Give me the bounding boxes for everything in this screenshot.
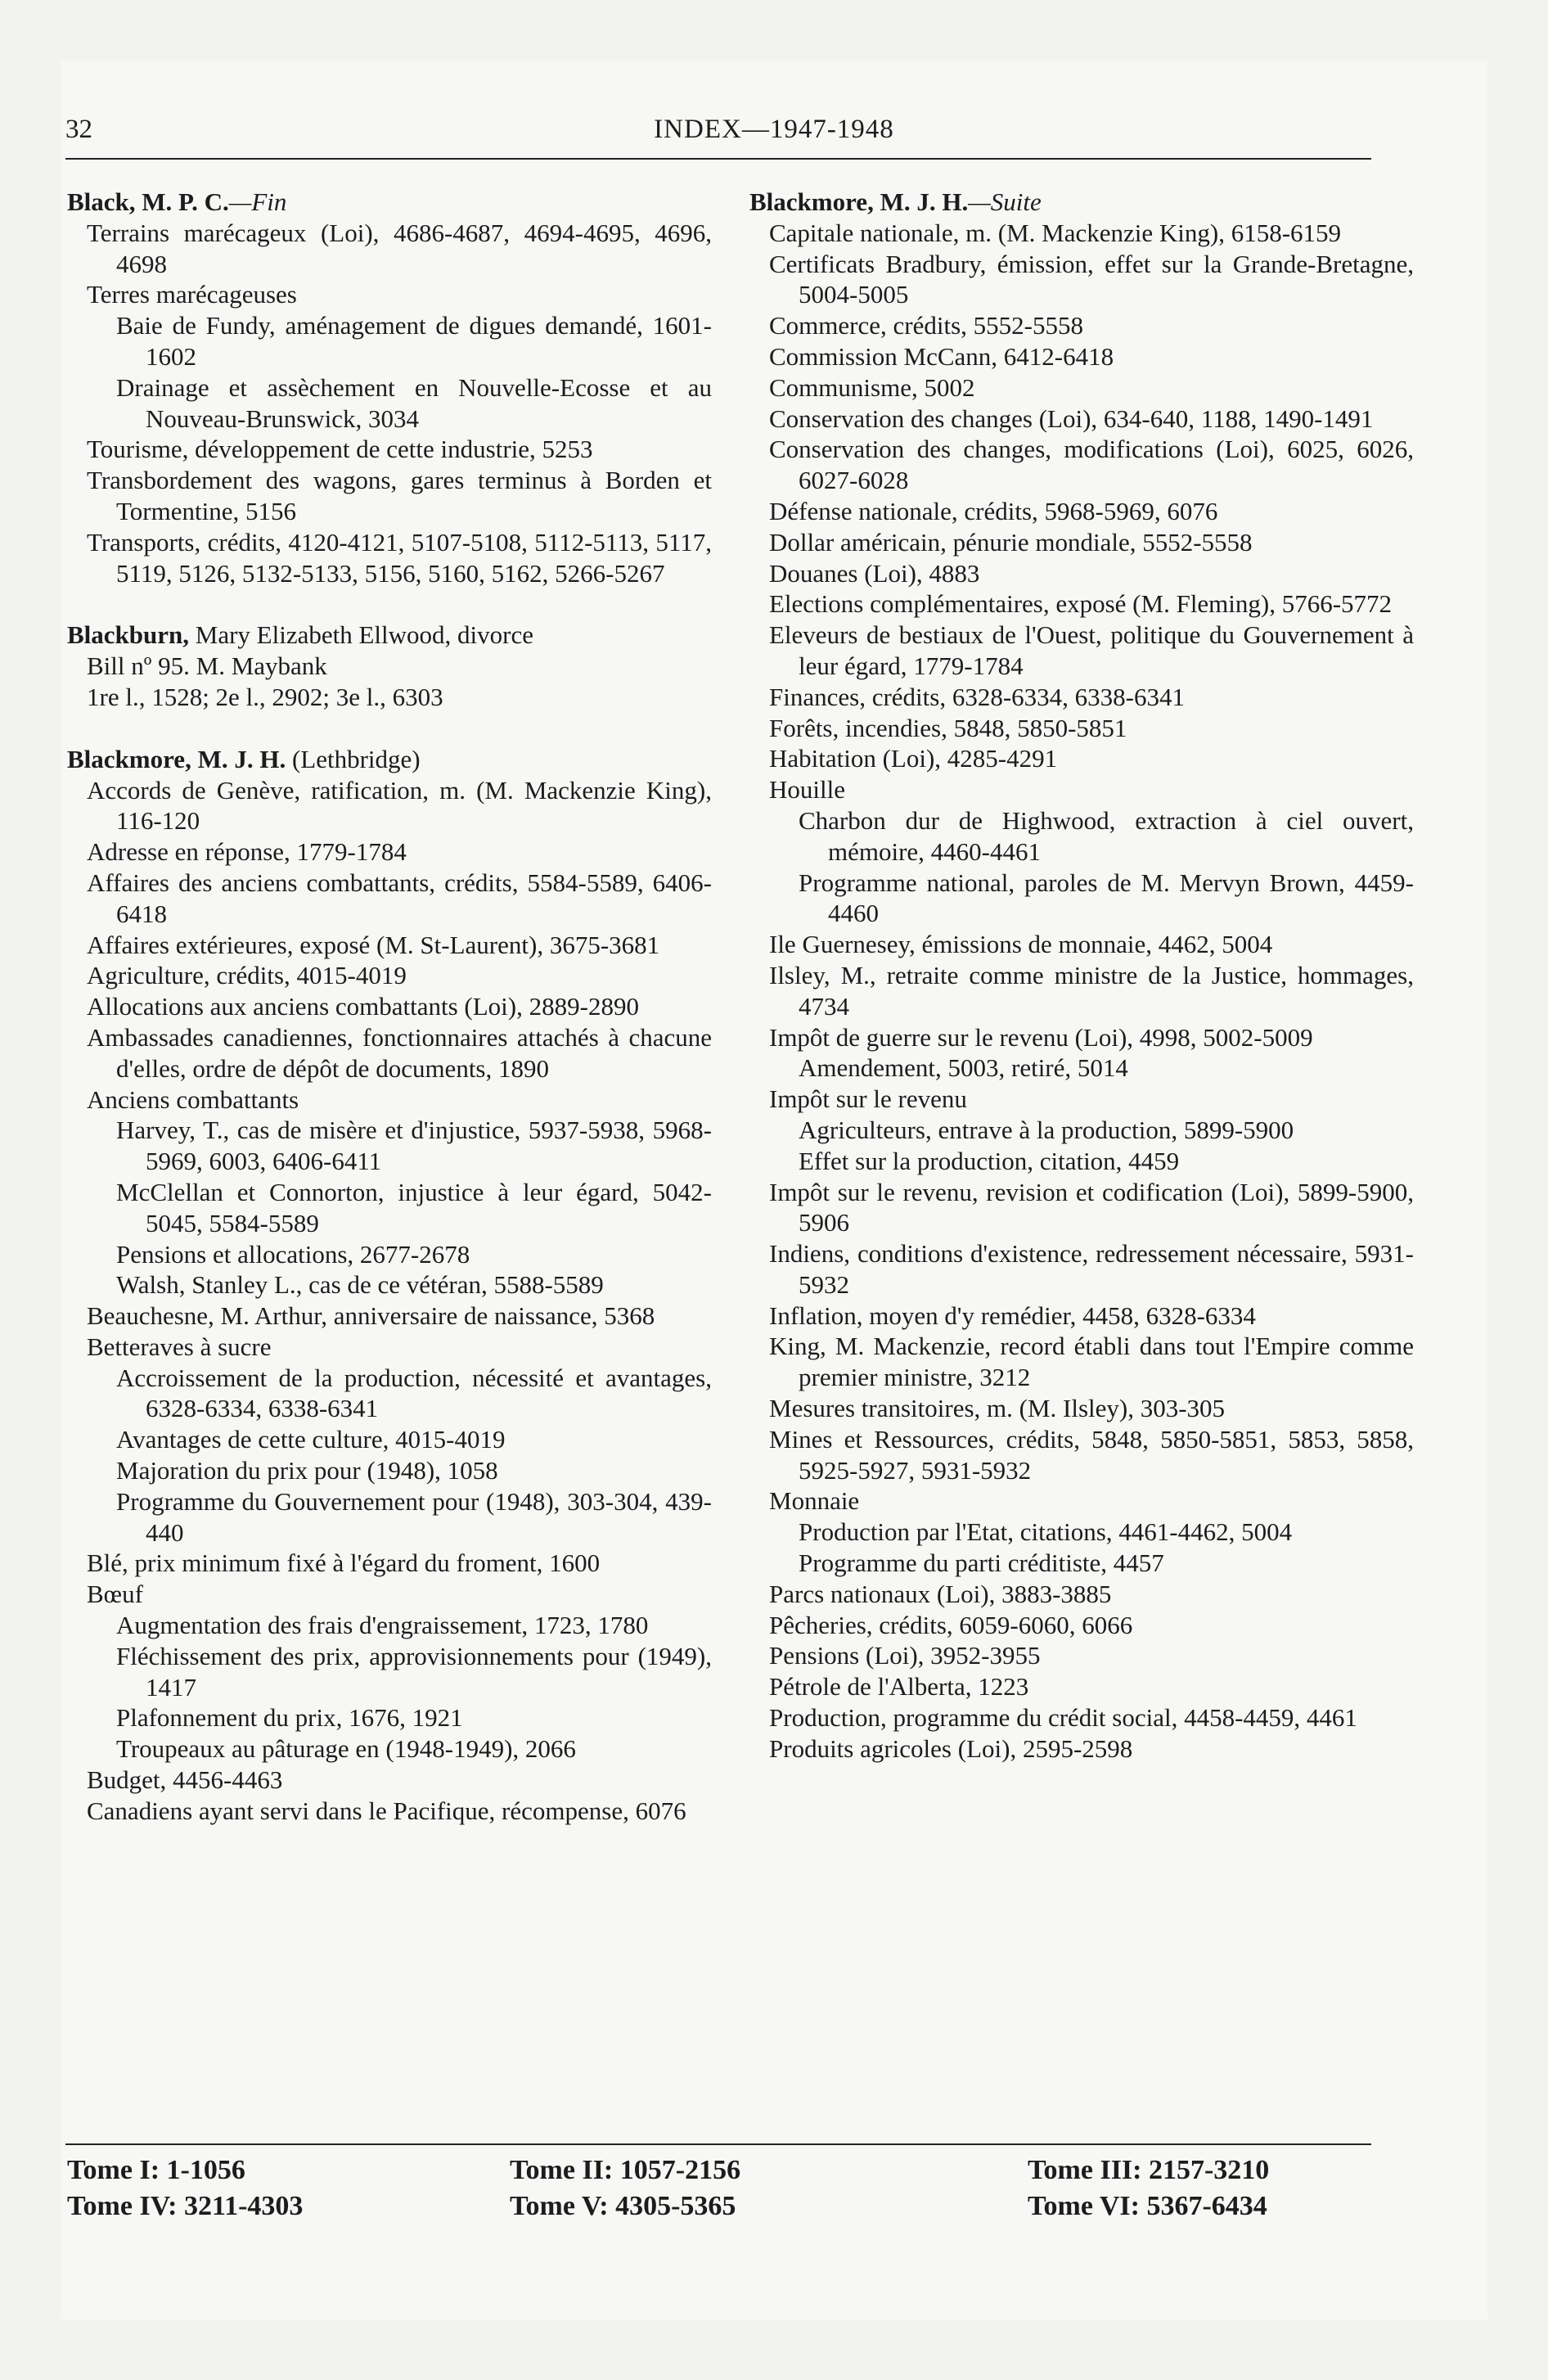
entry-gap [67, 713, 712, 744]
index-subentry: Transports, crédits, 4120-4121, 5107-5108, 5112-5113, 5117, 5119, 5126, 5132-5133, 5156, 5160, 5162, 5266-5267 [87, 527, 712, 588]
index-subsubentry: Drainage et assèchement en Nouvelle-Ecosse et au Nouveau-Brunswick, 3034 [116, 372, 712, 433]
heading-name: Blackburn, [67, 620, 190, 650]
running-title: INDEX—1947-1948 [654, 115, 894, 144]
page-number: 32 [65, 115, 92, 144]
index-heading [67, 187, 712, 218]
entry-gap [67, 588, 712, 620]
heading-name: Blackmore, M. J. H. [749, 187, 969, 216]
index-subentry: Affaires des anciens combattants, crédits, 5584-5589, 6406-6418 [87, 868, 712, 928]
index-subentry: Terres marécageuses [87, 280, 297, 309]
footer-tomes-middle [510, 2152, 740, 2224]
index-subsubentry: Programme du Gouvernement pour (1948), 303-304, 439-440 [116, 1486, 712, 1547]
tome-6: Tome VI: 5367-6434 [1028, 2191, 1267, 2221]
index-subentry: Bœuf [87, 1580, 143, 1609]
index-subsubentry: Programme du parti créditiste, 4457 [799, 1548, 1164, 1578]
heading-name: Black, M. P. C. [67, 187, 229, 216]
index-subentry: Affaires extérieures, exposé (M. St-Laurent), 3675-3681 [87, 930, 660, 959]
index-subentry: Inflation, moyen d'y remédier, 4458, 6328-6334 [769, 1300, 1256, 1330]
index-subentry: Elections complémentaires, exposé (M. Fleming), 5766-5772 [769, 589, 1393, 619]
index-subsubentry: Accroissement de la production, nécessité et avantages, 6328-6334, 6338-6341 [116, 1363, 712, 1423]
index-subentry: King, M. Mackenzie, record établi dans tout l'Empire comme premier ministre, 3212 [769, 1332, 1414, 1392]
index-subentry: Transbordement des wagons, gares terminus à Borden et Tormentine, 5156 [87, 466, 712, 525]
tome-3: Tome III: 2157-3210 [1028, 2155, 1270, 2185]
index-subsubentry: Amendement, 5003, retiré, 5014 [799, 1053, 1128, 1083]
tome-1: Tome I: 1-1056 [67, 2155, 245, 2185]
index-subentry: Forêts, incendies, 5848, 5850-5851 [769, 713, 1127, 742]
index-subentry: Tourisme, développement de cette industrie, 5253 [87, 435, 593, 464]
heading-name: Blackmore, M. J. H. [67, 744, 286, 773]
index-subentry: Terrains marécageux (Loi), 4686-4687, 4694-4695, 4696, 4698 [87, 218, 712, 278]
index-subentry: Produits agricoles (Loi), 2595-2598 [769, 1733, 1133, 1763]
index-subsubentry: Pensions et allocations, 2677-2678 [116, 1239, 470, 1269]
index-subentry: Habitation (Loi), 4285-4291 [769, 744, 1058, 773]
index-subsubentry: Production par l'Etat, citations, 4461-4462, 5004 [799, 1517, 1293, 1547]
footer-tomes-left [67, 2152, 303, 2224]
index-subsubentry: Charbon dur de Highwood, extraction à ciel ouvert, mémoire, 4460-4461 [799, 805, 1414, 866]
index-subentry: Parcs nationaux (Loi), 3883-3885 [769, 1579, 1112, 1608]
header-rule [65, 158, 1371, 160]
index-subentry: Impôt sur le revenu, revision et codification (Loi), 5899-5900, 5906 [769, 1177, 1414, 1237]
heading-suffix: —Suite [968, 187, 1042, 216]
index-subentry: Adresse en réponse, 1779-1784 [87, 837, 407, 867]
index-subsubentry: Fléchissement des prix, approvisionnements pour (1949), 1417 [116, 1641, 712, 1702]
index-subentry: Ilsley, M., retraite comme ministre de la Justice, hommages, 4734 [769, 960, 1414, 1021]
index-subentry: Houille [769, 775, 845, 805]
index-subentry: Impôt sur le revenu [769, 1084, 967, 1114]
index-heading [67, 744, 712, 775]
heading-detail: (Lethbridge) [286, 744, 421, 773]
index-subentry: Certificats Bradbury, émission, effet sur la Grande-Bretagne, 5004-5005 [769, 249, 1414, 309]
index-subentry: Pêcheries, crédits, 6059-6060, 6066 [769, 1610, 1133, 1639]
index-subentry: Commerce, crédits, 5552-5558 [769, 311, 1083, 340]
index-subsubentry: Agriculteurs, entrave à la production, 5899-5900 [799, 1115, 1294, 1144]
index-subsubentry: Plafonnement du prix, 1676, 1921 [116, 1703, 463, 1733]
index-subentry: Monnaie [769, 1486, 860, 1516]
index-subsubentry: Majoration du prix pour (1948), 1058 [116, 1456, 498, 1485]
index-subentry: Conservation des changes (Loi), 634-640, 1188, 1490-1491 [769, 403, 1374, 433]
index-subentry: Allocations aux anciens combattants (Loi), 2889-2890 [87, 992, 639, 1021]
index-subentry: Commission McCann, 6412-6418 [769, 341, 1114, 371]
index-subentry: Eleveurs de bestiaux de l'Ouest, politique du Gouvernement à leur égard, 1779-1784 [769, 620, 1414, 680]
index-subentry: Communisme, 5002 [769, 372, 975, 402]
index-subentry: Mines et Ressources, crédits, 5848, 5850-5851, 5853, 5858, 5925-5927, 5931-5932 [769, 1424, 1414, 1485]
index-subentry: Budget, 4456-4463 [87, 1765, 283, 1795]
index-subentry: Douanes (Loi), 4883 [769, 558, 980, 588]
index-subentry: Ile Guernesey, émissions de monnaie, 4462, 5004 [769, 930, 1273, 959]
heading-suffix: —Fin [228, 187, 287, 216]
index-subentry: Impôt de guerre sur le revenu (Loi), 4998, 5002-5009 [769, 1022, 1313, 1052]
index-subentry: Pensions (Loi), 3952-3955 [769, 1641, 1041, 1670]
index-subentry: Indiens, conditions d'existence, redressement nécessaire, 5931-5932 [769, 1239, 1414, 1299]
index-heading [749, 187, 1414, 218]
index-subsubentry: Walsh, Stanley L., cas de ce vétéran, 5588-5589 [116, 1270, 604, 1300]
index-subentry: Canadiens ayant servi dans le Pacifique, récompense, 6076 [87, 1796, 686, 1825]
index-subentry: Bill nº 95. M. Maybank [87, 651, 327, 681]
index-subentry: Beauchesne, M. Arthur, anniversaire de naissance, 5368 [87, 1301, 655, 1331]
index-subentry: Betteraves à sucre [87, 1332, 272, 1361]
index-subentry: Dollar américain, pénurie mondiale, 5552-5558 [769, 527, 1253, 557]
index-subentry: Finances, crédits, 6328-6334, 6338-6341 [769, 682, 1185, 711]
index-subentry: Production, programme du crédit social, 4458-4459, 4461 [769, 1703, 1357, 1733]
index-subentry: Blé, prix minimum fixé à l'égard du froment, 1600 [87, 1548, 601, 1578]
index-subsubentry: Avantages de cette culture, 4015-4019 [116, 1425, 506, 1454]
tome-5: Tome V: 4305-5365 [510, 2191, 736, 2221]
index-subsubentry: Augmentation des frais d'engraissement, 1723, 1780 [116, 1611, 649, 1640]
index-subsubentry: McClellan et Connorton, injustice à leur égard, 5042-5045, 5584-5589 [116, 1177, 712, 1237]
right-column [749, 187, 1414, 1765]
index-subsubentry: Troupeaux au pâturage en (1948-1949), 2066 [116, 1734, 576, 1764]
tome-2: Tome II: 1057-2156 [510, 2155, 741, 2185]
index-subentry: Agriculture, crédits, 4015-4019 [87, 961, 407, 990]
index-subsubentry: Harvey, T., cas de misère et d'injustice, 5937-5938, 5968-5969, 6003, 6406-6411 [116, 1116, 712, 1176]
index-subsubentry: Programme national, paroles de M. Mervyn Brown, 4459-4460 [799, 868, 1414, 928]
index-subsubentry: Effet sur la production, citation, 4459 [799, 1146, 1180, 1175]
index-subentry: Accords de Genève, ratification, m. (M. Mackenzie King), 116-120 [87, 775, 712, 836]
tome-4: Tome IV: 3211-4303 [67, 2191, 304, 2221]
index-subsubentry: Baie de Fundy, aménagement de digues demandé, 1601-1602 [116, 311, 712, 371]
heading-detail: Mary Elizabeth Ellwood, divorce [189, 620, 533, 650]
index-heading [67, 620, 712, 651]
index-subentry: Anciens combattants [87, 1084, 299, 1114]
index-subentry: 1re l., 1528; 2e l., 2902; 3e l., 6303 [87, 682, 443, 711]
footer-tomes-right [1028, 2152, 1269, 2224]
index-subentry: Pétrole de l'Alberta, 1223 [769, 1672, 1029, 1702]
index-subentry: Conservation des changes, modifications (Loi), 6025, 6026, 6027-6028 [769, 435, 1414, 495]
index-subentry: Défense nationale, crédits, 5968-5969, 6076 [769, 496, 1218, 525]
index-subentry: Ambassades canadiennes, fonctionnaires attachés à chacune d'elles, ordre de dépôt de documents, 1890 [87, 1022, 712, 1083]
index-subentry: Capitale nationale, m. (M. Mackenzie King), 6158-6159 [769, 218, 1342, 247]
index-subentry: Mesures transitoires, m. (M. Ilsley), 303-305 [769, 1394, 1226, 1423]
left-column [67, 187, 712, 1827]
footer-rule [65, 2143, 1371, 2145]
